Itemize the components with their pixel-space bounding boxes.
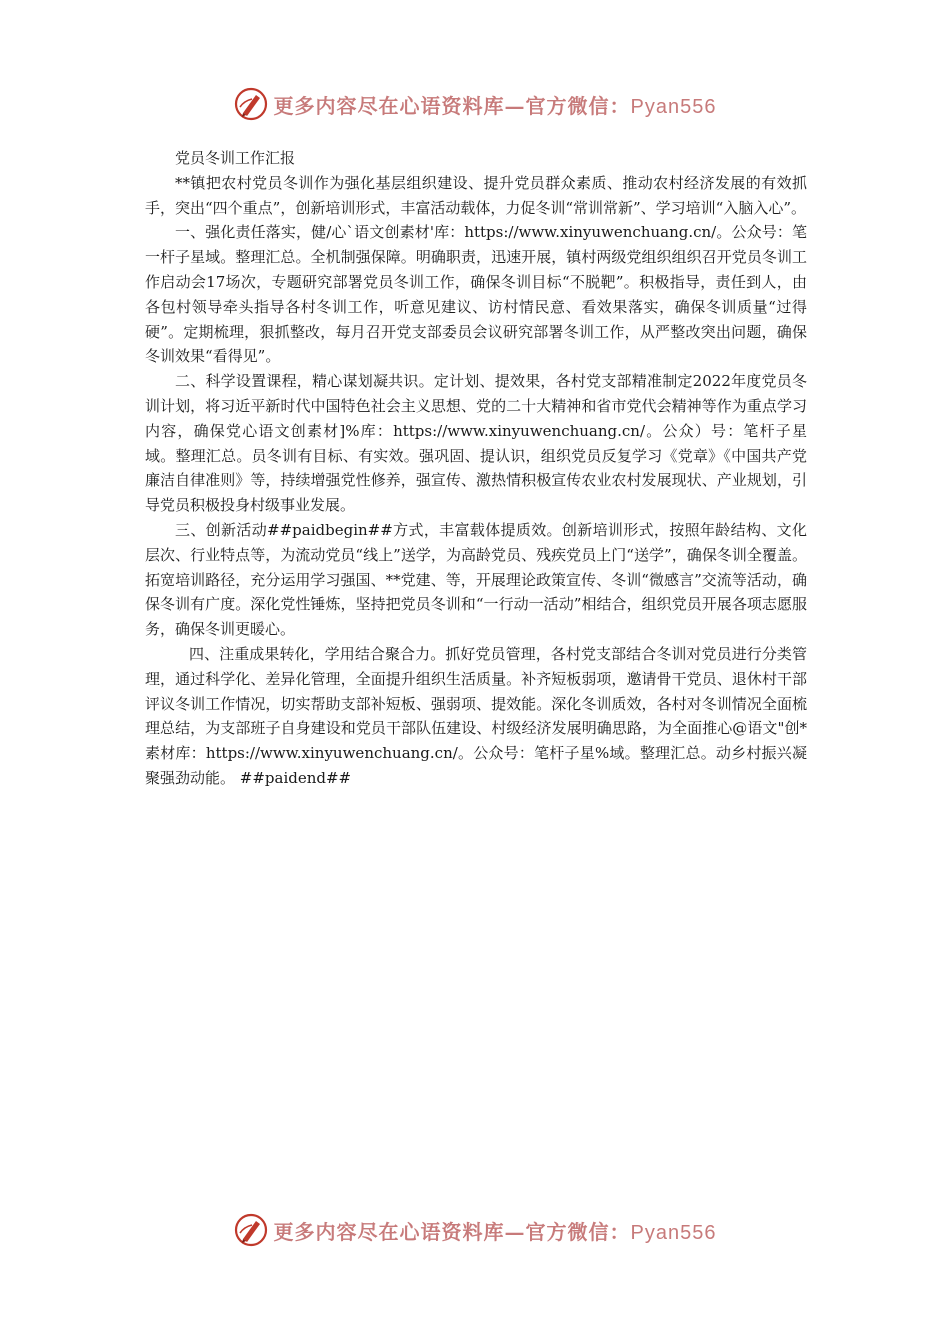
footer-watermark <box>0 1210 950 1250</box>
header-watermark-text: 更多内容尽在心语资料库—官方微信：Pyan556 <box>273 93 717 118</box>
pen-nib-logo-icon <box>234 1213 268 1247</box>
pen-nib-logo-icon <box>234 87 268 121</box>
footer-watermark-text: 更多内容尽在心语资料库—官方微信：Pyan556 <box>273 1219 717 1244</box>
document-body <box>145 146 807 791</box>
document-title: 党员冬训工作汇报 <box>175 149 296 167</box>
paragraph-section-4: 四、注重成果转化，学用结合聚合力。抓好党员管理，各村党支部结合冬训对党员进行分类管理，通过科学化、差异化管理，全面提升组织生活质量。补齐短板弱项，邀请骨干党员、退休村干部评议冬训工作情况，切实帮助支部补短板、强弱项、提效能。深化冬训质效，各村对冬训情况全面梳理总结，为支部班子自身建设和党员干部队伍建设、村级经济发展明确思路，为全面推心@语文"创*素材库：https://www.xinyuwenchuang.cn/。公众号：笔杆子星%域。整理汇总。动乡村振兴凝聚强劲动能。 ##paidend## <box>145 644 807 787</box>
paragraph-section-2: 二、科学设置课程，精心谋划凝共识。定计划、提效果，各村党支部精准制定2022年度党员冬训计划，将习近平新时代中国特色社会主义思想、党的二十大精神和省市党代会精神等作为重点学习内容，确保党心语文创素材]%库：https://www.xinyuwenchuang.cn/。公众）号：笔杆子星域。整理汇总。员冬训有目标、有实效。强巩固、提认识，组织党员反复学习《党章》《中国共产党廉洁自律准则》等，持续增强党性修养，强宣传、激热情积极宣传农业农村发展现状、产业规划，引导党员积极投身村级事业发展。 <box>145 372 807 515</box>
paragraph-section-1: 一、强化责任落实，健/心`语文创素材'库：https://www.xinyuwenchuang.cn/。公众号：笔一杆子星域。整理汇总。全机制强保障。明确职责，迅速开展，镇村两级党组织组织召开党员冬训工作启动会17场次，专题研究部署党员冬训工作，确保冬训目标“不脱靶”。积极指导，责任到人，由各包村领导牵头指导各村冬训工作，听意见建议、访村情民意、看效果落实，确保冬训质量“过得硬”。定期梳理，狠抓整改，每月召开党支部委员会议研究部署冬训工作，从严整改突出问题，确保冬训效果“看得见”。 <box>145 223 807 366</box>
paragraph-intro: **镇把农村党员冬训作为强化基层组织建设、提升党员群众素质、推动农村经济发展的有效抓手，突出“四个重点”，创新培训形式，丰富活动载体，力促冬训“常训常新”、学习培训“入脑入心”。 <box>145 173 807 217</box>
header-watermark <box>0 84 950 124</box>
paragraph-section-3: 三、创新活动##paidbegin##方式，丰富载体提质效。创新培训形式，按照年龄结构、文化层次、行业特点等，为流动党员“线上”送学，为高龄党员、残疾党员上门“送学”，确保冬训全覆盖。拓宽培训路径，充分运用学习强国、**党建、等，开展理论政策宣传、冬训“微感言”交流等活动，确保冬训有广度。深化党性锤炼，坚持把党员冬训和“一行动一活动”相结合，组织党员开展各项志愿服务，确保冬训更暖心。 <box>145 520 807 639</box>
